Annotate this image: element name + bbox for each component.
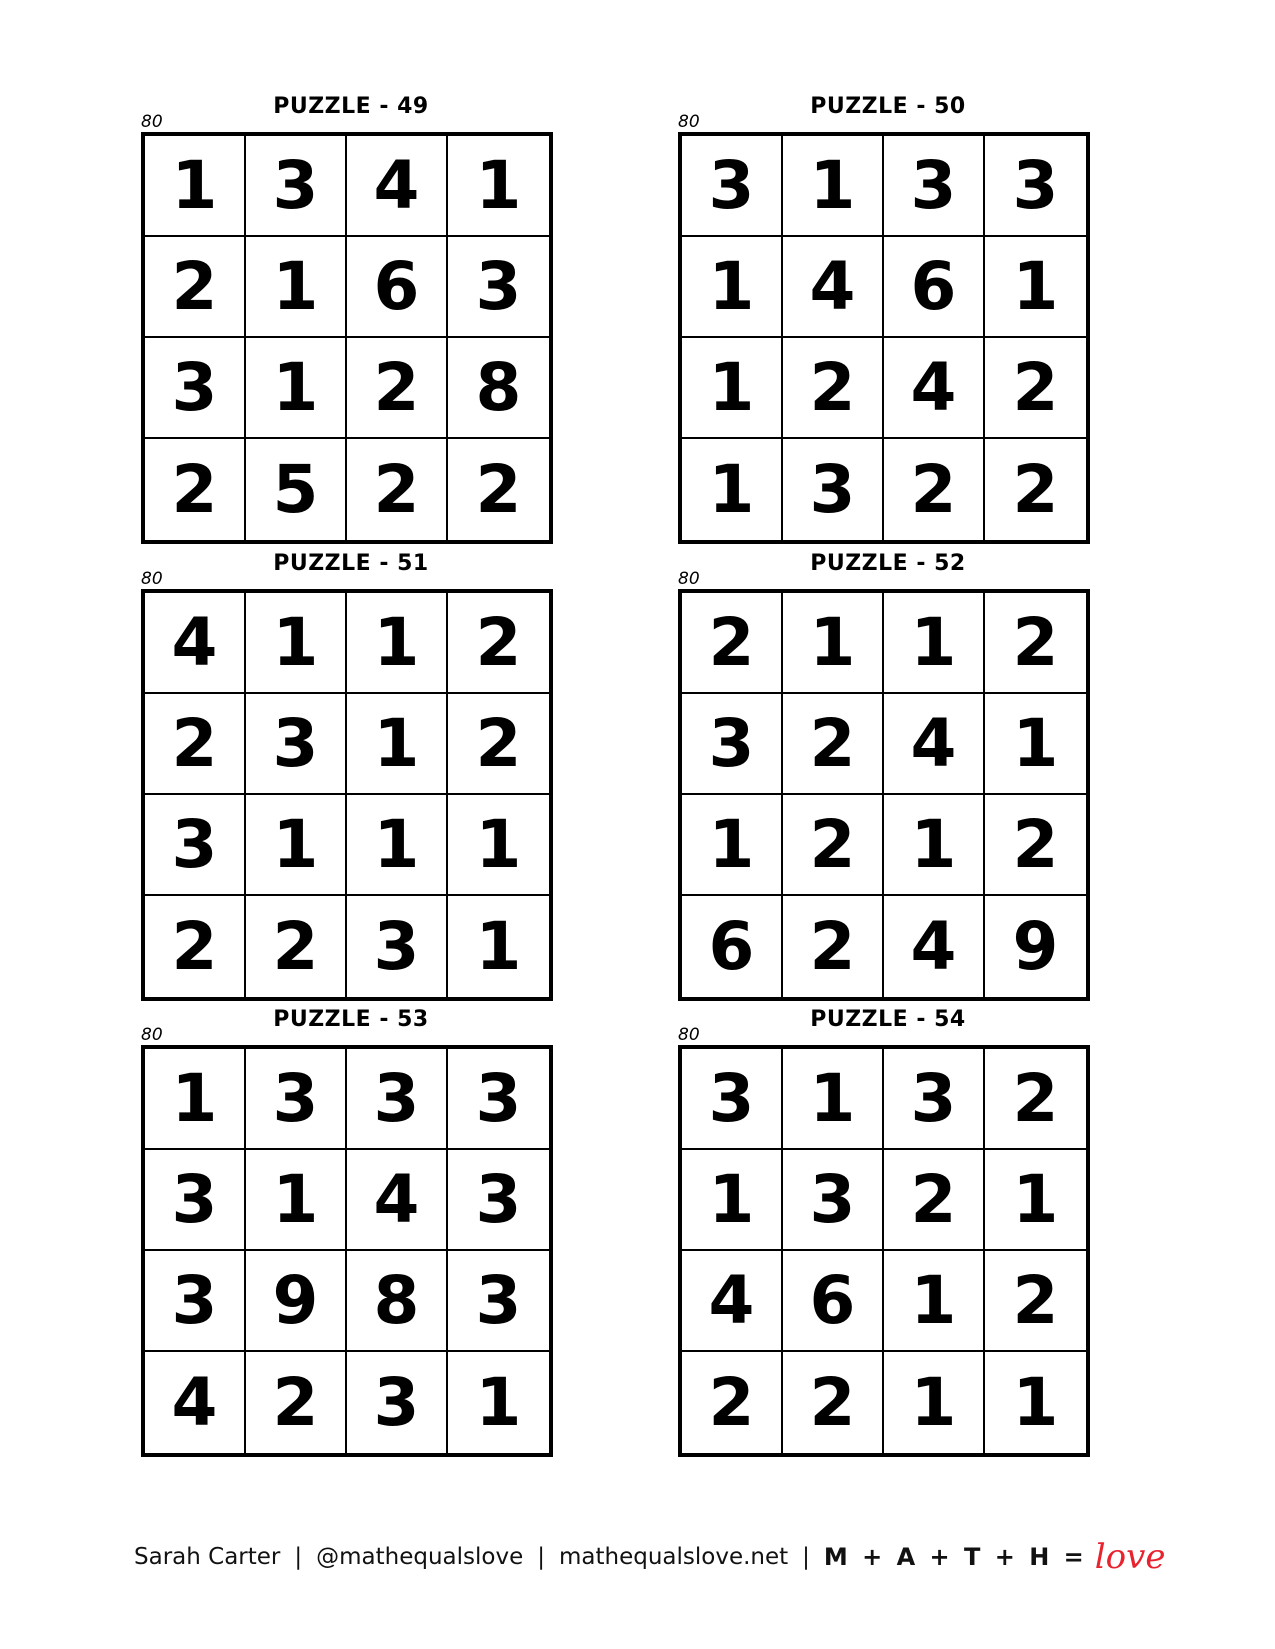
grid-cell: 1 [145, 1049, 246, 1150]
puzzle-title: PUZZLE - 52 [810, 551, 966, 576]
puzzle-target: 80 [678, 569, 700, 589]
grid-cell: 2 [347, 338, 448, 439]
puzzle-target: 80 [678, 1025, 700, 1045]
grid-cell: 3 [783, 1150, 884, 1251]
puzzle-title: PUZZLE - 49 [273, 94, 429, 119]
grid-cell: 1 [783, 1049, 884, 1150]
grid-cell: 2 [682, 1352, 783, 1453]
grid-cell: 4 [884, 694, 985, 795]
grid-cell: 1 [145, 136, 246, 237]
grid-cell: 9 [1012, 907, 1059, 985]
grid-cell: 2 [884, 439, 985, 540]
grid-cell: 2 [682, 593, 783, 694]
grid-cell: 2 [1012, 450, 1059, 528]
grid-cell: 6 [347, 237, 448, 338]
grid-cell: 1 [884, 593, 985, 694]
grid-cell: 1 [682, 338, 783, 439]
grid-cell: 2 [783, 795, 884, 896]
footer-separator: | [802, 1544, 810, 1570]
grid-cell: 8 [448, 338, 549, 439]
grid-cell: 3 [347, 1352, 448, 1453]
grid-cell: 2 [246, 896, 347, 997]
grid-cell: 2 [448, 593, 549, 694]
grid-cell: 3 [145, 1251, 246, 1352]
grid-cell: 1 [1012, 1363, 1059, 1441]
love-logo: love [1094, 1537, 1166, 1577]
puzzle-54 [678, 1005, 1098, 1465]
grid-cell: 1 [884, 1251, 985, 1352]
puzzle-target: 80 [141, 112, 163, 132]
grid-cell: 1 [475, 907, 522, 985]
grid-cell: 1 [682, 439, 783, 540]
grid-cell: 3 [448, 237, 549, 338]
grid-cell: 1 [246, 237, 347, 338]
footer-author: Sarah Carter [134, 1544, 281, 1570]
grid-cell: 1 [246, 593, 347, 694]
grid-cell: 1 [884, 795, 985, 896]
grid-cell: 6 [783, 1251, 884, 1352]
grid-cell: 3 [246, 1049, 347, 1150]
grid-cell: 1 [347, 795, 448, 896]
grid-cell: 1 [682, 1150, 783, 1251]
grid-cell: 1 [448, 136, 549, 237]
grid-cell: 1 [246, 338, 347, 439]
grid-cell: 1 [246, 795, 347, 896]
grid-cell: 1 [347, 694, 448, 795]
grid-cell: 4 [145, 593, 246, 694]
grid-cell: 3 [448, 1251, 549, 1352]
puzzle-title: PUZZLE - 54 [810, 1007, 966, 1032]
grid-cell: 3 [783, 439, 884, 540]
grid-cell: 2 [783, 338, 884, 439]
puzzle-grid [678, 1045, 1090, 1457]
puzzle-grid [678, 132, 1090, 544]
grid-cell: 6 [682, 896, 783, 997]
puzzle-target: 80 [678, 112, 700, 132]
grid-cell: 1 [783, 136, 884, 237]
grid-cell: 5 [246, 439, 347, 540]
grid-cell: 4 [884, 896, 985, 997]
grid-cell: 4 [884, 338, 985, 439]
puzzle-title: PUZZLE - 51 [273, 551, 429, 576]
grid-cell: 2 [985, 593, 1086, 694]
grid-cell: 1 [475, 1363, 522, 1441]
puzzle-grid [141, 132, 553, 544]
grid-cell: 9 [246, 1251, 347, 1352]
grid-cell: 3 [347, 1049, 448, 1150]
grid-cell: 2 [985, 795, 1086, 896]
grid-cell: 1 [448, 795, 549, 896]
grid-cell: 3 [145, 1150, 246, 1251]
grid-cell: 3 [246, 136, 347, 237]
grid-cell: 2 [145, 439, 246, 540]
footer-separator: | [294, 1544, 303, 1570]
grid-cell: 3 [884, 1049, 985, 1150]
grid-cell: 2 [145, 237, 246, 338]
grid-cell: 1 [347, 593, 448, 694]
grid-cell: 2 [783, 1352, 884, 1453]
grid-cell: 4 [145, 1352, 246, 1453]
grid-cell: 2 [145, 896, 246, 997]
puzzle-target: 80 [141, 1025, 163, 1045]
grid-cell: 2 [783, 694, 884, 795]
puzzle-50 [678, 92, 1098, 552]
grid-cell: 1 [985, 237, 1086, 338]
grid-cell: 2 [246, 1352, 347, 1453]
grid-cell: 1 [985, 694, 1086, 795]
grid-cell: 6 [884, 237, 985, 338]
puzzle-52 [678, 549, 1098, 1009]
grid-cell: 1 [246, 1150, 347, 1251]
grid-cell: 3 [145, 795, 246, 896]
grid-cell: 8 [347, 1251, 448, 1352]
grid-cell: 3 [682, 136, 783, 237]
brand-logo-text: M + A + T + H = [823, 1543, 1085, 1571]
grid-cell: 1 [783, 593, 884, 694]
grid-cell: 3 [682, 694, 783, 795]
grid-cell: 2 [448, 694, 549, 795]
grid-cell: 2 [475, 450, 522, 528]
grid-cell: 1 [985, 1150, 1086, 1251]
grid-cell: 2 [347, 439, 448, 540]
grid-cell: 2 [783, 896, 884, 997]
grid-cell: 3 [347, 896, 448, 997]
grid-cell: 2 [145, 694, 246, 795]
page-footer [134, 1537, 1166, 1577]
puzzle-target: 80 [141, 569, 163, 589]
grid-cell: 2 [884, 1150, 985, 1251]
grid-cell: 3 [246, 694, 347, 795]
grid-cell: 3 [985, 136, 1086, 237]
grid-cell: 2 [985, 338, 1086, 439]
puzzle-53 [141, 1005, 561, 1465]
puzzle-title: PUZZLE - 53 [273, 1007, 429, 1032]
puzzle-grid [678, 589, 1090, 1001]
grid-cell: 1 [884, 1352, 985, 1453]
puzzle-title: PUZZLE - 50 [810, 94, 966, 119]
puzzle-grid [141, 1045, 553, 1457]
grid-cell: 2 [985, 1049, 1086, 1150]
grid-cell: 4 [682, 1251, 783, 1352]
footer-separator: | [537, 1544, 545, 1570]
grid-cell: 3 [448, 1150, 549, 1251]
grid-cell: 4 [347, 1150, 448, 1251]
grid-cell: 3 [145, 338, 246, 439]
grid-cell: 3 [448, 1049, 549, 1150]
puzzle-51 [141, 549, 561, 1009]
puzzle-49 [141, 92, 561, 552]
footer-website: mathequalslove.net [559, 1544, 789, 1570]
grid-cell: 2 [985, 1251, 1086, 1352]
puzzle-grid [141, 589, 553, 1001]
footer-handle: @mathequalslove [316, 1544, 524, 1570]
grid-cell: 1 [682, 237, 783, 338]
grid-cell: 3 [884, 136, 985, 237]
grid-cell: 3 [682, 1049, 783, 1150]
grid-cell: 4 [783, 237, 884, 338]
grid-cell: 4 [347, 136, 448, 237]
grid-cell: 1 [682, 795, 783, 896]
